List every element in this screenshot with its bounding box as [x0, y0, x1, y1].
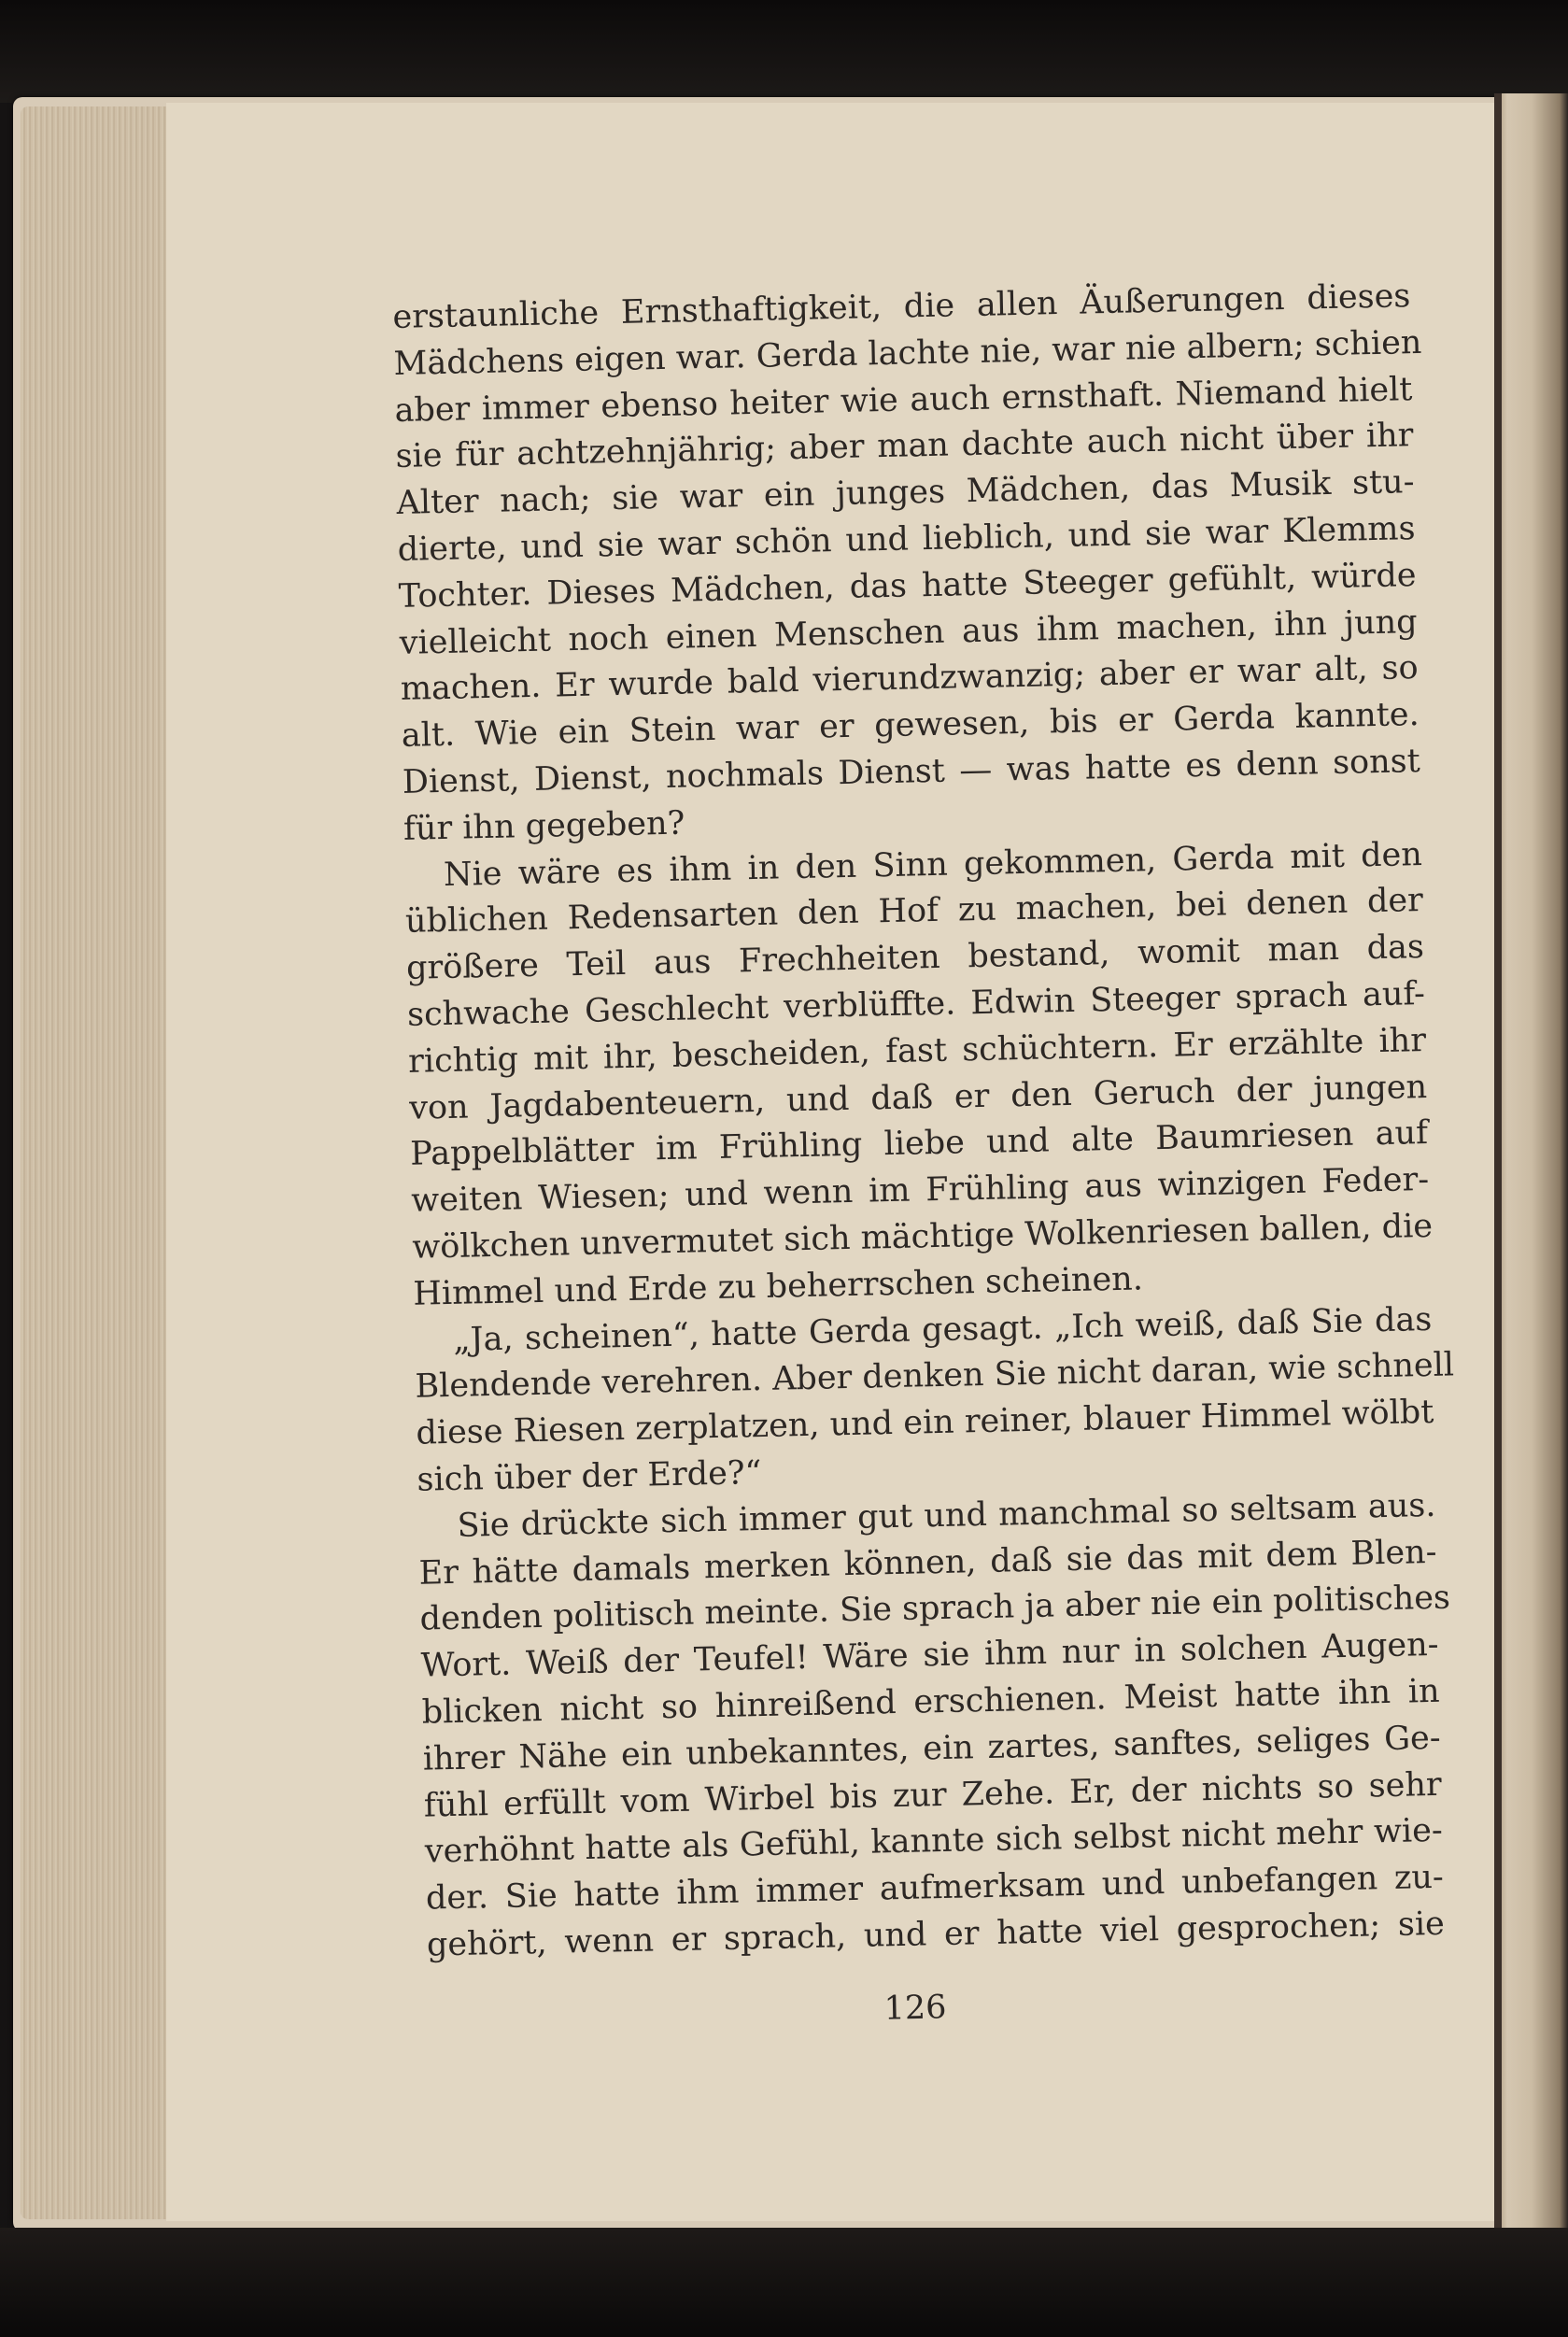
page-edges [21, 106, 168, 2219]
text-line: aber immer ebenso heiter wie auch ernsthaft. Niemand hielt [394, 370, 1413, 430]
text-line: schwache Geschlecht verblüffte. Edwin Steeger sprach auf- [406, 974, 1426, 1034]
background-bottom [0, 2228, 1568, 2337]
text-line: gehört, wenn er sprach, und er hatte viel gesprochen; sie [426, 1905, 1446, 1964]
text-line: Tochter. Dieses Mädchen, das hatte Steeger gefühlt, würde [398, 556, 1417, 616]
text-line: machen. Er wurde bald vierundzwanzig; aber er war alt, so [400, 649, 1420, 709]
text-line: Dienst, Dienst, nochmals Dienst — was hatte es denn sonst [402, 743, 1421, 801]
text-line: erstaunliche Ernsthaftigkeit, die allen Äußerungen dieses [392, 277, 1411, 336]
text-line: für ihn gegeben? [403, 804, 685, 848]
text-line: sie für achtzehnjährig; aber man dachte auch nicht über ihr [395, 417, 1414, 476]
text-line: Nie wäre es ihm in den Sinn gekommen, Gerda mit den [443, 835, 1423, 894]
body-text [392, 274, 1455, 1969]
text-line: Alter nach; sie war ein junges Mädchen, das Musik stu- [396, 463, 1415, 523]
text-line: alt. Wie ein Stein war er gewesen, bis er Gerda kannte. [401, 696, 1420, 756]
text-line: der. Sie hatte ihm immer aufmerksam und unbefangen zu- [425, 1858, 1445, 1918]
text-line: fühl erfüllt vom Wirbel bis zur Zehe. Er, der nichts so sehr [423, 1765, 1443, 1825]
text-line: wölkchen unvermutet sich mächtige Wolkenriesen ballen, die [411, 1207, 1434, 1267]
text-line: verhöhnt hatte als Gefühl, kannte sich selbst nicht mehr wie- [424, 1812, 1444, 1871]
page-number: 126 [883, 1989, 947, 2028]
text-line: Sie drückte sich immer gut und manchmal so seltsam aus. [457, 1486, 1436, 1545]
text-line: Er hätte damals merken können, daß sie das mit dem Blen- [418, 1533, 1437, 1593]
text-line: Himmel und Erde zu beherrschen scheinen. [412, 1260, 1144, 1313]
text-line: Mädchens eigen war. Gerda lachte nie, war nie albern; schien [393, 323, 1422, 383]
text-line: blicken nicht so hinreißend erschienen. Meist hatte ihn in [421, 1672, 1440, 1732]
text-line: richtig mit ihr, bescheiden, fast schüchtern. Er erzählte ihr [407, 1021, 1427, 1081]
gutter [1494, 93, 1502, 2232]
text-line: Pappelblätter im Frühling liebe und alte Baumriesen auf [409, 1114, 1429, 1174]
text-line: vielleicht noch einen Menschen aus ihm machen, ihn jung [399, 602, 1418, 662]
text-line: diese Riesen zerplatzen, und ein reiner, blauer Himmel wölbt [416, 1394, 1434, 1452]
text-line: üblichen Redensarten den Hof zu machen, bei denen der [404, 882, 1424, 942]
background-top [0, 0, 1568, 103]
facing-page-edge [1494, 93, 1568, 2232]
text-line: denden politisch meinte. Sie sprach ja aber nie ein politisches [419, 1579, 1451, 1638]
text-line: ihrer Nähe ein unbekanntes, ein zartes, sanftes, seliges Ge- [422, 1719, 1442, 1778]
text-line: Wort. Weiß der Teufel! Wäre sie ihm nur in solchen Augen- [420, 1625, 1439, 1685]
text-line: weiten Wiesen; und wenn im Frühling aus winzigen Feder- [410, 1161, 1430, 1220]
text-line: Blendende verehren. Aber denken Sie nicht daran, wie schnell [415, 1346, 1455, 1407]
text-line: sich über der Erde?“ [417, 1453, 762, 1499]
text-line: größere Teil aus Frechheiten bestand, womit man das [405, 928, 1425, 987]
text-line: „Ja, scheinen“, hatte Gerda gesagt. „Ich weiß, daß Sie das [453, 1300, 1433, 1359]
text-line: dierte, und sie war schön und lieblich, und sie war Klemms [397, 510, 1416, 569]
text-line: von Jagdabenteuern, und daß er den Geruch der jungen [408, 1068, 1428, 1127]
